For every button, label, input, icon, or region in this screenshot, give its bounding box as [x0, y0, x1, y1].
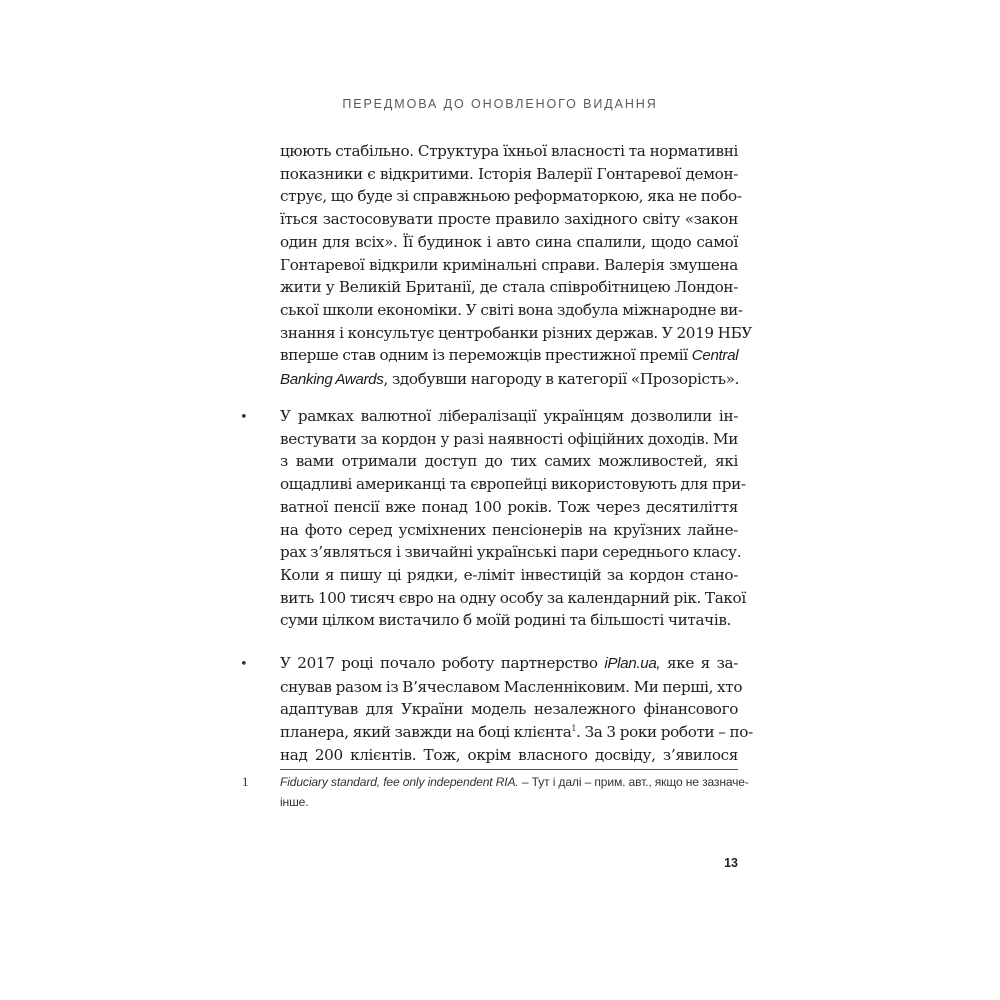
text-line: ватної пенсії вже понад 100 років. Тож через десятиліття: [280, 497, 738, 516]
text-line: вестувати за кордон у разі наявності офіційних доходів. Ми: [280, 429, 738, 448]
running-head: ПЕРЕДМОВА ДО ОНОВЛЕНОГО ВИДАННЯ: [342, 97, 658, 111]
page-number: 13: [724, 856, 738, 870]
text-line: суми цілком вистачило б моїй родині та більшості читачів.: [280, 611, 732, 630]
text-line: показники є відкритими. Історія Валерії Гонтаревої демон-: [280, 164, 738, 183]
text-line: на фото серед усміхнених пенсіонерів на круїзних лайне-: [280, 520, 738, 539]
text-line: адаптував для України модель незалежного фінансового: [280, 700, 738, 719]
text-line: їться застосовувати просте правило західного світу «закон: [280, 210, 738, 229]
text-line: Коли я пишу ці рядки, е-ліміт інвестицій за кордон стано-: [280, 565, 738, 584]
text-line: цюють стабільно. Структура їхньої власності та нормативні: [280, 142, 738, 160]
text-line: з вами отримали доступ до тих самих можливостей, які: [280, 452, 738, 471]
text-span: планера, який завжди на боці клієнта: [280, 723, 572, 742]
text-line: рах з’являться і звичайні українські пари середнього класу.: [280, 543, 742, 562]
footnote-divider: [280, 769, 738, 770]
text-line: над 200 клієнтів. Тож, окрім власного досвіду, з’явилося: [280, 745, 738, 764]
text-span: – Тут і далі – прим. авт., якщо не зазначе-: [518, 775, 749, 789]
bullet-paragraph-iplan: [280, 652, 753, 767]
text-line: Гонтаревої відкрили кримінальні справи. Валерія змушена: [280, 255, 738, 274]
footnote-line: [280, 773, 749, 793]
text-line: вить 100 тисяч євро на одну особу за календарний рік. Такої: [280, 588, 746, 607]
company-name-italic: iPlan.ua,: [604, 655, 661, 672]
paragraph-continuation: [280, 140, 753, 392]
text-line: снував разом із В’ячеславом Масленніковим. Ми перші, хто: [280, 677, 743, 696]
text-line: жити у Великій Британії, де стала співробітницею Лондон-: [280, 278, 738, 297]
text-line: У рамках валютної лібералізації українцям дозволили ін-: [280, 407, 738, 425]
text-span: яке я за-: [660, 654, 738, 672]
text-span: вперше став одним із переможців престижної премії: [280, 346, 688, 365]
footnote: [280, 773, 749, 812]
text-line: [280, 652, 738, 676]
award-name-italic: Central: [691, 347, 739, 365]
footnote-reference[interactable]: 1: [571, 724, 577, 734]
text-span: . За 3 роки роботи – по-: [576, 723, 753, 742]
text-line: [280, 344, 738, 368]
text-line: струє, що буде зі справжньою реформаторкою, яка не побо-: [280, 187, 742, 206]
bullet-marker: •: [240, 410, 248, 425]
text-line: знання і консультує центробанки різних держав. У 2019 НБУ: [280, 323, 753, 342]
text-line: ської школи економіки. У світі вона здобула міжнародне ви-: [280, 300, 743, 319]
text-line: один для всіх». Її будинок і авто сина спалили, щодо самої: [280, 232, 738, 251]
text-span: У 2017 році почало роботу партнерство: [280, 654, 605, 672]
bullet-marker: •: [240, 657, 248, 672]
award-name-italic: Banking Awards: [280, 371, 384, 389]
footnote-number: 1: [242, 774, 249, 789]
footnote-line: інше.: [280, 794, 309, 809]
text-line: [280, 721, 753, 744]
footnote-italic: Fiduciary standard, fee only independent RIA.: [280, 775, 519, 789]
text-line: [280, 368, 738, 392]
text-span: , здобувши нагороду в категорії «Прозорість».: [383, 370, 740, 389]
bullet-paragraph-liberalization: [280, 405, 746, 632]
text-line: ощадливі американці та європейці використовують для при-: [280, 475, 746, 494]
